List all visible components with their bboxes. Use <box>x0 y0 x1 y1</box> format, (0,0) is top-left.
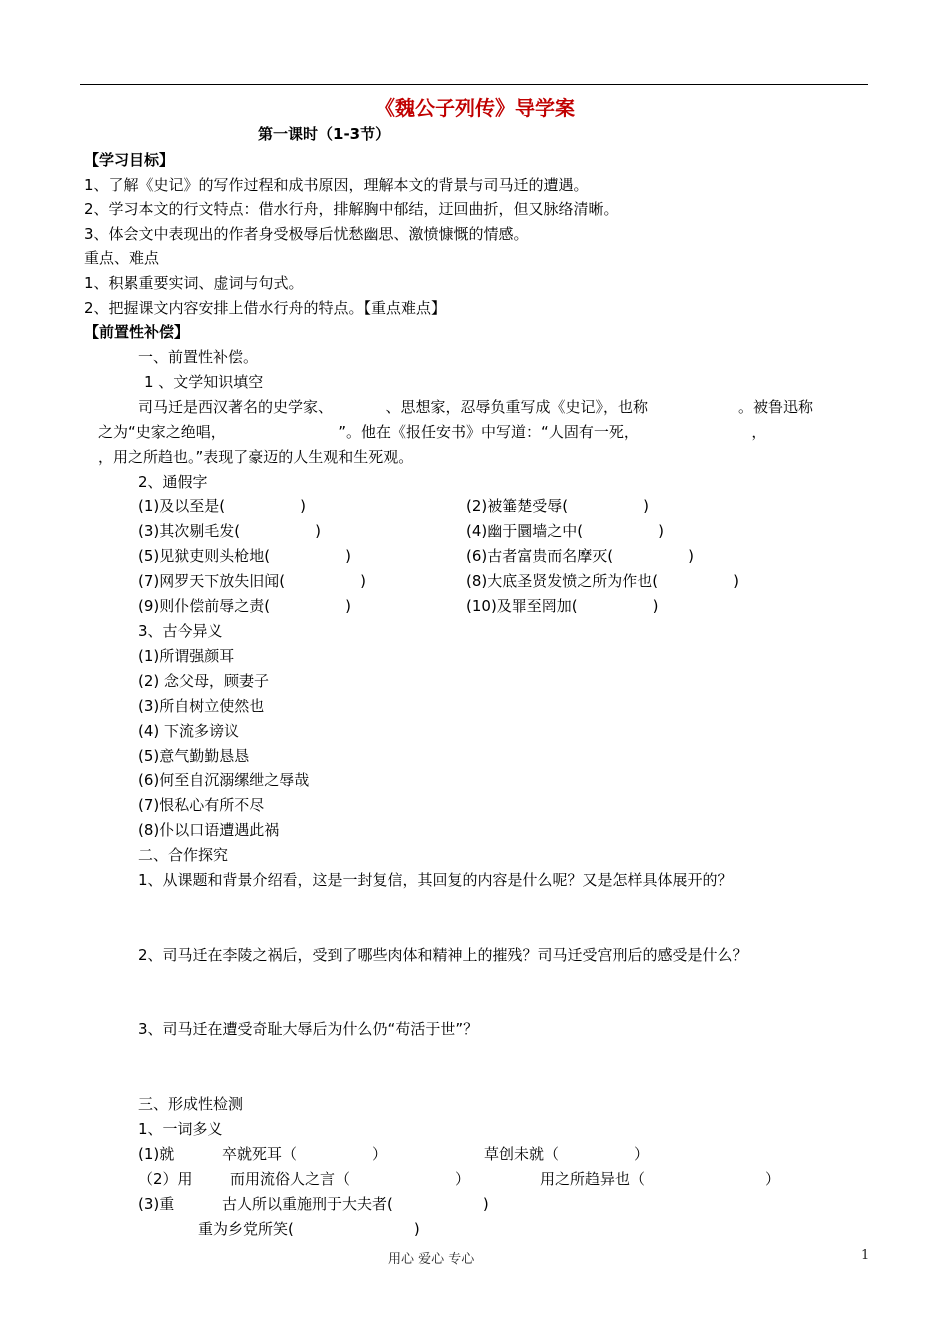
question: 1、从课题和背景介绍看，这是一封复信，其回复的内容是什么呢？又是怎样具体展开的？ <box>138 871 733 889</box>
header-rule <box>80 84 868 85</box>
text-line: 2、学习本文的行文特点：借水行舟，排解胸中郁结，迂回曲折，但又脉络清晰。 <box>84 200 619 218</box>
section-heading: 【学习目标】 <box>84 151 175 169</box>
text-line: 司马迁是西汉著名的史学家、 、思想家，忍辱负重写成《史记》，也称 。被鲁迅称 <box>138 398 814 416</box>
list-item: (9)则仆偿前辱之责( ) <box>138 597 351 615</box>
list-item: (5)见狱吏则头枪地( ) <box>138 547 351 565</box>
list-item: 草创未就（ ） <box>484 1145 650 1163</box>
list-item: 用之所趋异也（ ） <box>540 1170 781 1188</box>
text-line: 1、了解《史记》的写作过程和成书原因，理解本文的背景与司马迁的遭遇。 <box>84 176 589 194</box>
lesson-subtitle: 第一课时（1-3节） <box>258 125 391 143</box>
list-item: (8)仆以口语遭遇此祸 <box>138 821 280 839</box>
text-line: 3、体会文中表现出的作者身受极辱后忧愁幽思、激愤慷慨的情感。 <box>84 225 529 243</box>
list-item: (2) 念父母，顾妻子 <box>138 672 270 690</box>
text-line: 2、通假字 <box>138 473 208 491</box>
list-item: (1)所谓强颜耳 <box>138 647 235 665</box>
list-item: 卒就死耳（ ） <box>222 1145 388 1163</box>
list-item: (7)恨私心有所不尽 <box>138 796 265 814</box>
text-line: 之为“史家之绝唱， ”。他在《报任安书》中写道：“人固有一死， ， <box>98 423 767 441</box>
list-item: 古人所以重施刑于大夫者( ) <box>222 1195 489 1213</box>
list-item: (6)古者富贵而名摩灭( ) <box>466 547 694 565</box>
text-line: 1 、文学知识填空 <box>144 373 264 391</box>
text-line: 3、古今异义 <box>138 622 223 640</box>
list-item: （2）用 <box>138 1170 193 1188</box>
question: 2、司马迁在李陵之祸后，受到了哪些肉体和精神上的摧残？司马迁受宫刑后的感受是什么？ <box>138 946 748 964</box>
footer-text: 用心 爱心 专心 <box>388 1252 475 1267</box>
question: 3、司马迁在遭受奇耻大辱后为什么仍“苟活于世”？ <box>138 1020 479 1038</box>
list-item: (4)幽于圜墙之中( ) <box>466 522 664 540</box>
list-item: (4) 下流多谤议 <box>138 722 240 740</box>
list-item: (10)及罪至罔加( ) <box>466 597 659 615</box>
page-title: 《魏公子列传》导学案 <box>375 96 575 120</box>
list-item: (5)意气勤勤恳恳 <box>138 747 250 765</box>
text-line: 1、一词多义 <box>138 1120 223 1138</box>
text-line: ，用之所趋也。”表现了豪迈的人生观和生死观。 <box>98 448 414 466</box>
list-item: 而用流俗人之言（ ） <box>230 1170 471 1188</box>
text-line: 一、前置性补偿。 <box>138 348 259 366</box>
list-item: (2)被箠楚受辱( ) <box>466 497 649 515</box>
list-item: 重为乡党所笑( ) <box>198 1220 420 1238</box>
list-item: (6)何至自沉溺缧绁之辱哉 <box>138 771 310 789</box>
text-line: 二、合作探究 <box>138 846 229 864</box>
section-heading: 【前置性补偿】 <box>84 323 190 341</box>
list-item: (3)重 <box>138 1195 175 1213</box>
list-item: (7)网罗天下放失旧闻( ) <box>138 572 366 590</box>
page-number: 1 <box>861 1248 870 1263</box>
text-line: 1、积累重要实词、虚词与句式。 <box>84 274 304 292</box>
list-item: (8)大底圣贤发愤之所为作也( ) <box>466 572 739 590</box>
text-line: 2、把握课文内容安排上借水行舟的特点。【重点难点】 <box>84 299 447 317</box>
text-line: 三、形成性检测 <box>138 1095 244 1113</box>
list-item: (1)就 <box>138 1145 175 1163</box>
list-item: (3)所自树立使然也 <box>138 697 265 715</box>
list-item: (3)其次剔毛发( ) <box>138 522 321 540</box>
text-line: 重点、难点 <box>84 249 160 267</box>
list-item: (1)及以至是( ) <box>138 497 306 515</box>
